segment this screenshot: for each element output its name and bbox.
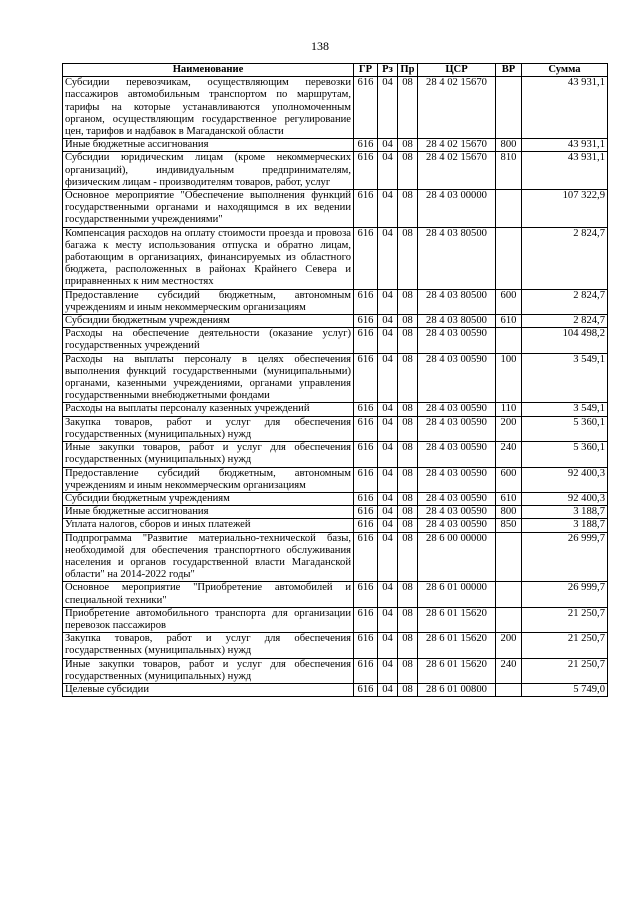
cell-sum: 5 360,1	[522, 416, 608, 441]
cell-rz: 04	[378, 582, 398, 607]
header-pr: Пр	[398, 64, 418, 77]
cell-gr: 616	[354, 403, 378, 416]
cell-name: Расходы на выплаты персоналу казенных учреждений	[63, 403, 354, 416]
cell-name: Иные закупки товаров, работ и услуг для обеспечения государственных (муниципальных) нужд	[63, 658, 354, 683]
cell-csr: 28 6 01 00000	[418, 582, 496, 607]
cell-csr: 28 6 01 15620	[418, 658, 496, 683]
cell-gr: 616	[354, 289, 378, 314]
cell-gr: 616	[354, 658, 378, 683]
cell-gr: 616	[354, 416, 378, 441]
cell-sum: 43 931,1	[522, 152, 608, 190]
cell-name: Предоставление субсидий бюджетным, автономным учреждениям и иным некоммерческим организациям	[63, 467, 354, 492]
cell-name: Подпрограмма "Развитие материально-технической базы, необходимой для обеспечения транспортного обслуживания населения и органов государственной власти Магаданской области" на 2014-2022 годы"	[63, 532, 354, 582]
table-row	[63, 658, 608, 683]
cell-csr: 28 4 03 00590	[418, 403, 496, 416]
cell-pr: 08	[398, 467, 418, 492]
cell-csr: 28 4 03 00590	[418, 492, 496, 505]
cell-gr: 616	[354, 492, 378, 505]
cell-pr: 08	[398, 328, 418, 353]
cell-csr: 28 4 03 80500	[418, 289, 496, 314]
page-number: 138	[311, 39, 329, 53]
cell-csr: 28 6 01 15620	[418, 633, 496, 658]
cell-name: Закупка товаров, работ и услуг для обеспечения государственных (муниципальных) нужд	[63, 416, 354, 441]
cell-rz: 04	[378, 77, 398, 139]
cell-pr: 08	[398, 77, 418, 139]
cell-rz: 04	[378, 227, 398, 289]
cell-sum: 26 999,7	[522, 582, 608, 607]
cell-csr: 28 4 03 00000	[418, 190, 496, 228]
cell-csr: 28 4 03 80500	[418, 227, 496, 289]
cell-vr	[496, 190, 522, 228]
cell-vr	[496, 582, 522, 607]
cell-vr: 200	[496, 416, 522, 441]
cell-pr: 08	[398, 532, 418, 582]
cell-rz: 04	[378, 416, 398, 441]
cell-rz: 04	[378, 506, 398, 519]
cell-gr: 616	[354, 683, 378, 696]
cell-sum: 92 400,3	[522, 492, 608, 505]
cell-pr: 08	[398, 139, 418, 152]
table-row	[63, 582, 608, 607]
cell-sum: 107 322,9	[522, 190, 608, 228]
cell-csr: 28 4 02 15670	[418, 77, 496, 139]
cell-csr: 28 4 03 00590	[418, 467, 496, 492]
cell-gr: 616	[354, 442, 378, 467]
cell-pr: 08	[398, 492, 418, 505]
cell-sum: 21 250,7	[522, 658, 608, 683]
cell-pr: 08	[398, 403, 418, 416]
cell-rz: 04	[378, 139, 398, 152]
table-row	[63, 467, 608, 492]
cell-vr: 610	[496, 492, 522, 505]
cell-name: Основное мероприятие "Обеспечение выполнения функций государственными органами и находящимся в их ведении государственными учреждениями"	[63, 190, 354, 228]
table-row	[63, 683, 608, 696]
table-row	[63, 442, 608, 467]
cell-rz: 04	[378, 190, 398, 228]
cell-vr	[496, 227, 522, 289]
cell-name: Субсидии юридическим лицам (кроме некоммерческих организаций), индивидуальным предпринимателям, физическим лицам - производителям товаров, работ, услуг	[63, 152, 354, 190]
cell-vr	[496, 683, 522, 696]
cell-csr: 28 4 02 15670	[418, 152, 496, 190]
cell-rz: 04	[378, 519, 398, 532]
cell-rz: 04	[378, 633, 398, 658]
cell-name: Расходы на обеспечение деятельности (оказание услуг) государственных учреждений	[63, 328, 354, 353]
cell-sum: 21 250,7	[522, 607, 608, 632]
cell-vr	[496, 607, 522, 632]
cell-gr: 616	[354, 607, 378, 632]
table-header-row	[63, 64, 608, 77]
cell-gr: 616	[354, 328, 378, 353]
cell-vr: 850	[496, 519, 522, 532]
cell-pr: 08	[398, 152, 418, 190]
table-row	[63, 289, 608, 314]
cell-vr: 200	[496, 633, 522, 658]
header-sum: Сумма	[522, 64, 608, 77]
cell-gr: 616	[354, 467, 378, 492]
cell-vr: 610	[496, 315, 522, 328]
cell-gr: 616	[354, 353, 378, 403]
cell-csr: 28 4 03 00590	[418, 416, 496, 441]
cell-rz: 04	[378, 607, 398, 632]
cell-pr: 08	[398, 683, 418, 696]
header-csr: ЦСР	[418, 64, 496, 77]
cell-gr: 616	[354, 77, 378, 139]
cell-name: Предоставление субсидий бюджетным, автономным учреждениям и иным некоммерческим организациям	[63, 289, 354, 314]
cell-csr: 28 6 00 00000	[418, 532, 496, 582]
table-row	[63, 492, 608, 505]
table-row	[63, 403, 608, 416]
cell-sum: 2 824,7	[522, 289, 608, 314]
cell-vr	[496, 532, 522, 582]
cell-gr: 616	[354, 190, 378, 228]
cell-name: Субсидии бюджетным учреждениям	[63, 315, 354, 328]
table-row	[63, 328, 608, 353]
cell-pr: 08	[398, 607, 418, 632]
cell-sum: 2 824,7	[522, 227, 608, 289]
cell-pr: 08	[398, 442, 418, 467]
cell-pr: 08	[398, 416, 418, 441]
cell-rz: 04	[378, 492, 398, 505]
cell-pr: 08	[398, 582, 418, 607]
cell-pr: 08	[398, 289, 418, 314]
cell-pr: 08	[398, 227, 418, 289]
cell-vr: 810	[496, 152, 522, 190]
cell-gr: 616	[354, 633, 378, 658]
cell-sum: 3 188,7	[522, 506, 608, 519]
cell-gr: 616	[354, 506, 378, 519]
table-row	[63, 139, 608, 152]
cell-rz: 04	[378, 328, 398, 353]
table-row	[63, 227, 608, 289]
cell-pr: 08	[398, 353, 418, 403]
cell-rz: 04	[378, 289, 398, 314]
table-row	[63, 506, 608, 519]
cell-csr: 28 4 03 00590	[418, 442, 496, 467]
header-rz: Рз	[378, 64, 398, 77]
cell-sum: 104 498,2	[522, 328, 608, 353]
table-row	[63, 353, 608, 403]
cell-rz: 04	[378, 403, 398, 416]
cell-rz: 04	[378, 315, 398, 328]
table-row	[63, 416, 608, 441]
cell-name: Уплата налогов, сборов и иных платежей	[63, 519, 354, 532]
cell-pr: 08	[398, 506, 418, 519]
cell-pr: 08	[398, 519, 418, 532]
cell-rz: 04	[378, 658, 398, 683]
cell-vr: 600	[496, 289, 522, 314]
cell-name: Субсидии перевозчикам, осуществляющим перевозки пассажиров автомобильным транспортом по маршрутам, тарифы на которые устанавливаются уполномоченным органом, осуществляющим государственное регулирование цен, тарифов и надбавок в Магаданской области	[63, 77, 354, 139]
cell-name: Компенсация расходов на оплату стоимости проезда и провоза багажа к месту использования отпуска и обратно лицам, работающим в организациях, финансируемых из областного бюджета, расположенных в районах Крайнего Севера и приравненных к ним местностях	[63, 227, 354, 289]
cell-vr: 800	[496, 506, 522, 519]
cell-vr: 110	[496, 403, 522, 416]
cell-sum: 5 749,0	[522, 683, 608, 696]
cell-vr: 600	[496, 467, 522, 492]
cell-sum: 3 188,7	[522, 519, 608, 532]
cell-pr: 08	[398, 190, 418, 228]
cell-name: Субсидии бюджетным учреждениям	[63, 492, 354, 505]
cell-gr: 616	[354, 139, 378, 152]
cell-vr: 800	[496, 139, 522, 152]
cell-name: Расходы на выплаты персоналу в целях обеспечения выполнения функций государственными (муниципальными) органами, казенными учреждениями, органами управления государственными внебюджетными фондами	[63, 353, 354, 403]
cell-csr: 28 4 02 15670	[418, 139, 496, 152]
cell-sum: 2 824,7	[522, 315, 608, 328]
cell-gr: 616	[354, 532, 378, 582]
cell-csr: 28 4 03 00590	[418, 328, 496, 353]
budget-table	[62, 63, 608, 697]
cell-rz: 04	[378, 532, 398, 582]
cell-name: Закупка товаров, работ и услуг для обеспечения государственных (муниципальных) нужд	[63, 633, 354, 658]
cell-name: Основное мероприятие "Приобретение автомобилей и специальной техники"	[63, 582, 354, 607]
table-row	[63, 607, 608, 632]
cell-sum: 3 549,1	[522, 353, 608, 403]
cell-name: Приобретение автомобильного транспорта для организации перевозок пассажиров	[63, 607, 354, 632]
cell-csr: 28 4 03 80500	[418, 315, 496, 328]
cell-rz: 04	[378, 152, 398, 190]
cell-name: Иные бюджетные ассигнования	[63, 139, 354, 152]
cell-gr: 616	[354, 519, 378, 532]
header-vr: ВР	[496, 64, 522, 77]
cell-sum: 26 999,7	[522, 532, 608, 582]
cell-sum: 5 360,1	[522, 442, 608, 467]
cell-vr: 100	[496, 353, 522, 403]
cell-csr: 28 4 03 00590	[418, 353, 496, 403]
cell-csr: 28 6 01 00800	[418, 683, 496, 696]
table-row	[63, 315, 608, 328]
cell-rz: 04	[378, 442, 398, 467]
header-gr: ГР	[354, 64, 378, 77]
table-row	[63, 633, 608, 658]
table-row	[63, 519, 608, 532]
cell-name: Целевые субсидии	[63, 683, 354, 696]
cell-sum: 3 549,1	[522, 403, 608, 416]
cell-csr: 28 4 03 00590	[418, 519, 496, 532]
cell-csr: 28 4 03 00590	[418, 506, 496, 519]
table-row	[63, 532, 608, 582]
cell-pr: 08	[398, 633, 418, 658]
table-row	[63, 152, 608, 190]
cell-name: Иные бюджетные ассигнования	[63, 506, 354, 519]
cell-gr: 616	[354, 227, 378, 289]
cell-vr	[496, 328, 522, 353]
cell-pr: 08	[398, 315, 418, 328]
cell-name: Иные закупки товаров, работ и услуг для обеспечения государственных (муниципальных) нужд	[63, 442, 354, 467]
cell-sum: 92 400,3	[522, 467, 608, 492]
table-row	[63, 77, 608, 139]
cell-gr: 616	[354, 315, 378, 328]
cell-vr: 240	[496, 658, 522, 683]
cell-csr: 28 6 01 15620	[418, 607, 496, 632]
header-name: Наименование	[63, 64, 354, 77]
cell-pr: 08	[398, 658, 418, 683]
cell-rz: 04	[378, 353, 398, 403]
cell-sum: 43 931,1	[522, 77, 608, 139]
cell-vr	[496, 77, 522, 139]
cell-gr: 616	[354, 582, 378, 607]
cell-vr: 240	[496, 442, 522, 467]
cell-rz: 04	[378, 683, 398, 696]
cell-sum: 43 931,1	[522, 139, 608, 152]
cell-rz: 04	[378, 467, 398, 492]
table-row	[63, 190, 608, 228]
cell-gr: 616	[354, 152, 378, 190]
cell-sum: 21 250,7	[522, 633, 608, 658]
